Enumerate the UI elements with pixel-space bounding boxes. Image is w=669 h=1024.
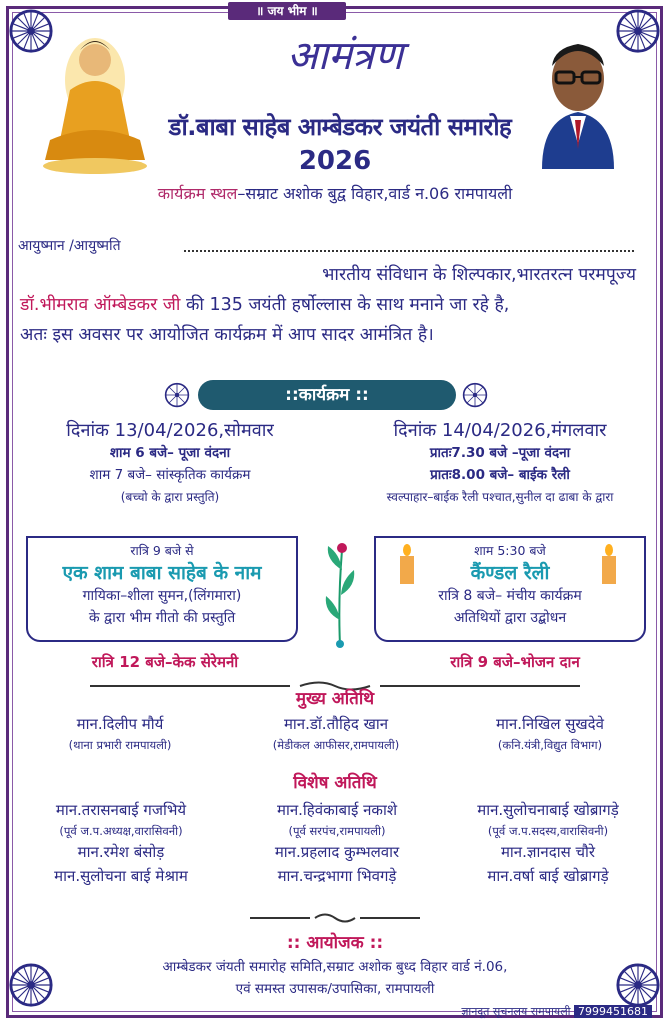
- evening-event-time: रात्रि 9 बजे से: [130, 543, 194, 558]
- special-guest-column-2: [230, 798, 444, 888]
- evening-event-box: [26, 536, 298, 642]
- intro-line-2: [20, 290, 650, 320]
- day-1-line-1: शाम 6 बजे– पूजा वंदना: [109, 445, 231, 461]
- day-1-line-2: शाम 7 बजे– सांस्कृतिक कार्यक्रम: [89, 467, 251, 483]
- day-1-date: दिनांक 13/04/2026,सोमवार: [66, 420, 274, 441]
- organizer-line-2: एवं समस्त उपासक/उपासिका, रामपायली: [235, 981, 435, 997]
- name-fill-line: [184, 250, 634, 252]
- organizer-title: :: आयोजक ::: [286, 933, 384, 953]
- special-guest-name: मान.तरासनबाई गजभिये: [55, 801, 187, 819]
- venue-label: कार्यक्रम स्थल: [157, 184, 238, 203]
- chief-guest-2: [236, 712, 436, 754]
- special-guest-name: मान.वर्षा बाई खोब्रागड़े: [487, 867, 609, 885]
- special-guest-name: मान.चन्द्रभागा भिवगड़े: [277, 867, 397, 885]
- special-guests-title: विशेष अतिथि: [293, 773, 377, 793]
- salutation: आयुष्मान /आयुष्मति: [18, 238, 121, 254]
- chief-guest-name: मान.डॉ.तौहिद खान: [283, 715, 389, 733]
- day-2-date: दिनांक 14/04/2026,मंगलवार: [393, 420, 607, 441]
- footer-credit-text: ज्ञानदूत सूचनलय रामपायली: [461, 1005, 571, 1018]
- candle-icon: [398, 544, 416, 584]
- special-guest-role: (पूर्व ज.प.अध्यक्ष,वारासिवनी): [59, 824, 183, 838]
- special-guest-name: मान.प्रहलाद कुम्भलवार: [274, 843, 400, 861]
- program-heading: ::कार्यक्रम ::: [198, 380, 456, 410]
- day-2-line-3: स्वल्पाहार–बाईक रैली पश्चात,सुनील दा ढाबा के द्वारा: [386, 490, 614, 504]
- buddha-portrait: [30, 20, 160, 180]
- chief-guest-3: [450, 712, 650, 754]
- ashoka-chakra-icon: [164, 382, 190, 408]
- day-2-line-1: प्रातः7.30 बजे –पूजा वंदना: [429, 445, 571, 461]
- candle-rally-line-2: अतिथियों द्वारा उद्बोधन: [453, 610, 567, 626]
- candle-rally-line-1: रात्रि 8 बजे– मंचीय कार्यक्रम: [438, 588, 582, 604]
- intro-highlight-name: डॉ.भीमराव ऑम्बेडकर जी: [20, 295, 181, 315]
- footer-phone: 7999451681: [574, 1005, 652, 1018]
- day-2-schedule: [350, 418, 650, 508]
- ornamental-divider: [250, 908, 420, 918]
- special-guest-name: मान.ज्ञानदास चौरे: [500, 843, 596, 861]
- dinner-note: रात्रि 9 बजे–भोजन दान: [450, 653, 580, 671]
- chief-guest-role: (मेडीकल आफीसर,रामपायली): [272, 738, 400, 752]
- special-guest-name: मान.सुलोचना बाई मेश्राम: [54, 867, 188, 885]
- ashoka-chakra-icon: [615, 962, 661, 1008]
- chief-guest-role: (थाना प्रभारी रामपायली): [68, 738, 172, 752]
- chief-guest-role: (कनि.यंत्री,विद्युत विभाग): [497, 738, 603, 752]
- jai-bhim-tag: ॥ जय भीम ॥: [228, 2, 346, 20]
- intro-line-2-rest: की 135 जयंती हर्षोल्लास के साथ मनाने जा रहे है,: [180, 295, 510, 315]
- footer-credit: [330, 1004, 660, 1022]
- organizer-line-1: आम्बेडकर जंयती समारोह समिति,सम्राट अशोक बुध्द विहार वार्ड नं.06,: [162, 959, 508, 975]
- special-guest-column-3: [440, 798, 656, 888]
- chief-guests-title: मुख्य अतिथि: [295, 689, 375, 709]
- special-guest-role: (पूर्व सरपंच,रामपायली): [288, 824, 386, 838]
- venue-line: [60, 182, 610, 204]
- evening-event-title: एक शाम बाबा साहेब के नाम: [62, 562, 262, 584]
- intro-line-3: अतः इस अवसर पर आयोजित कार्यक्रम में आप सादर आमंत्रित है।: [20, 325, 434, 345]
- candle-rally-title: कैंण्डल रैली: [470, 562, 550, 584]
- special-guest-role: (पूर्व ज.प.सदस्य,वारासिवनी): [487, 824, 609, 838]
- candle-icon: [600, 544, 618, 584]
- candle-rally-time: शाम 5:30 बजे: [474, 543, 546, 558]
- special-guest-name: मान.हिवंकाबाई नकाशे: [276, 801, 398, 819]
- chief-guest-name: मान.दिलीप मौर्य: [76, 715, 164, 733]
- venue-text: –सम्राट अशोक बुद्व विहार,वार्ड न.06 रामपायली: [237, 184, 513, 203]
- chief-guest-1: [20, 712, 220, 754]
- evening-event-line-2: के द्वारा भीम गीतो की प्रस्तुति: [88, 610, 236, 626]
- event-year: 2026: [298, 146, 372, 176]
- special-guest-name: मान.सुलोचनाबाई खोब्रागड़े: [477, 801, 619, 819]
- day-2-line-2: प्रातः8.00 बजे– बाईक रैली: [430, 467, 570, 483]
- day-1-schedule: [20, 418, 320, 508]
- event-title: डॉ.बाबा साहेब आम्बेडकर जयंती समारोह: [168, 113, 512, 141]
- ambedkar-portrait: [522, 24, 634, 169]
- ashoka-chakra-icon: [462, 382, 488, 408]
- evening-event-line-1: गायिका–शीला सुमन,(लिंगमारा): [82, 588, 242, 604]
- organizer-text: [60, 956, 610, 1000]
- day-1-line-3: (बच्चो के द्वारा प्रस्तुति): [120, 490, 220, 504]
- flower-ornament-icon: [320, 540, 360, 650]
- invite-script-heading: आमंत्रण: [287, 33, 403, 79]
- ornamental-divider: [90, 676, 580, 686]
- special-guest-name: मान.रमेश बंसोड़: [77, 843, 165, 861]
- intro-paragraph: [20, 260, 650, 350]
- chief-guest-name: मान.निखिल सुखदेवे: [496, 715, 604, 733]
- ashoka-chakra-icon: [8, 962, 54, 1008]
- intro-line-1: भारतीय संविधान के शिल्पकार,भारतरत्न परमपूज्य: [322, 265, 636, 285]
- cake-ceremony-note: रात्रि 12 बजे–केक सेरेमनी: [91, 653, 239, 671]
- special-guest-column-1: [14, 798, 228, 888]
